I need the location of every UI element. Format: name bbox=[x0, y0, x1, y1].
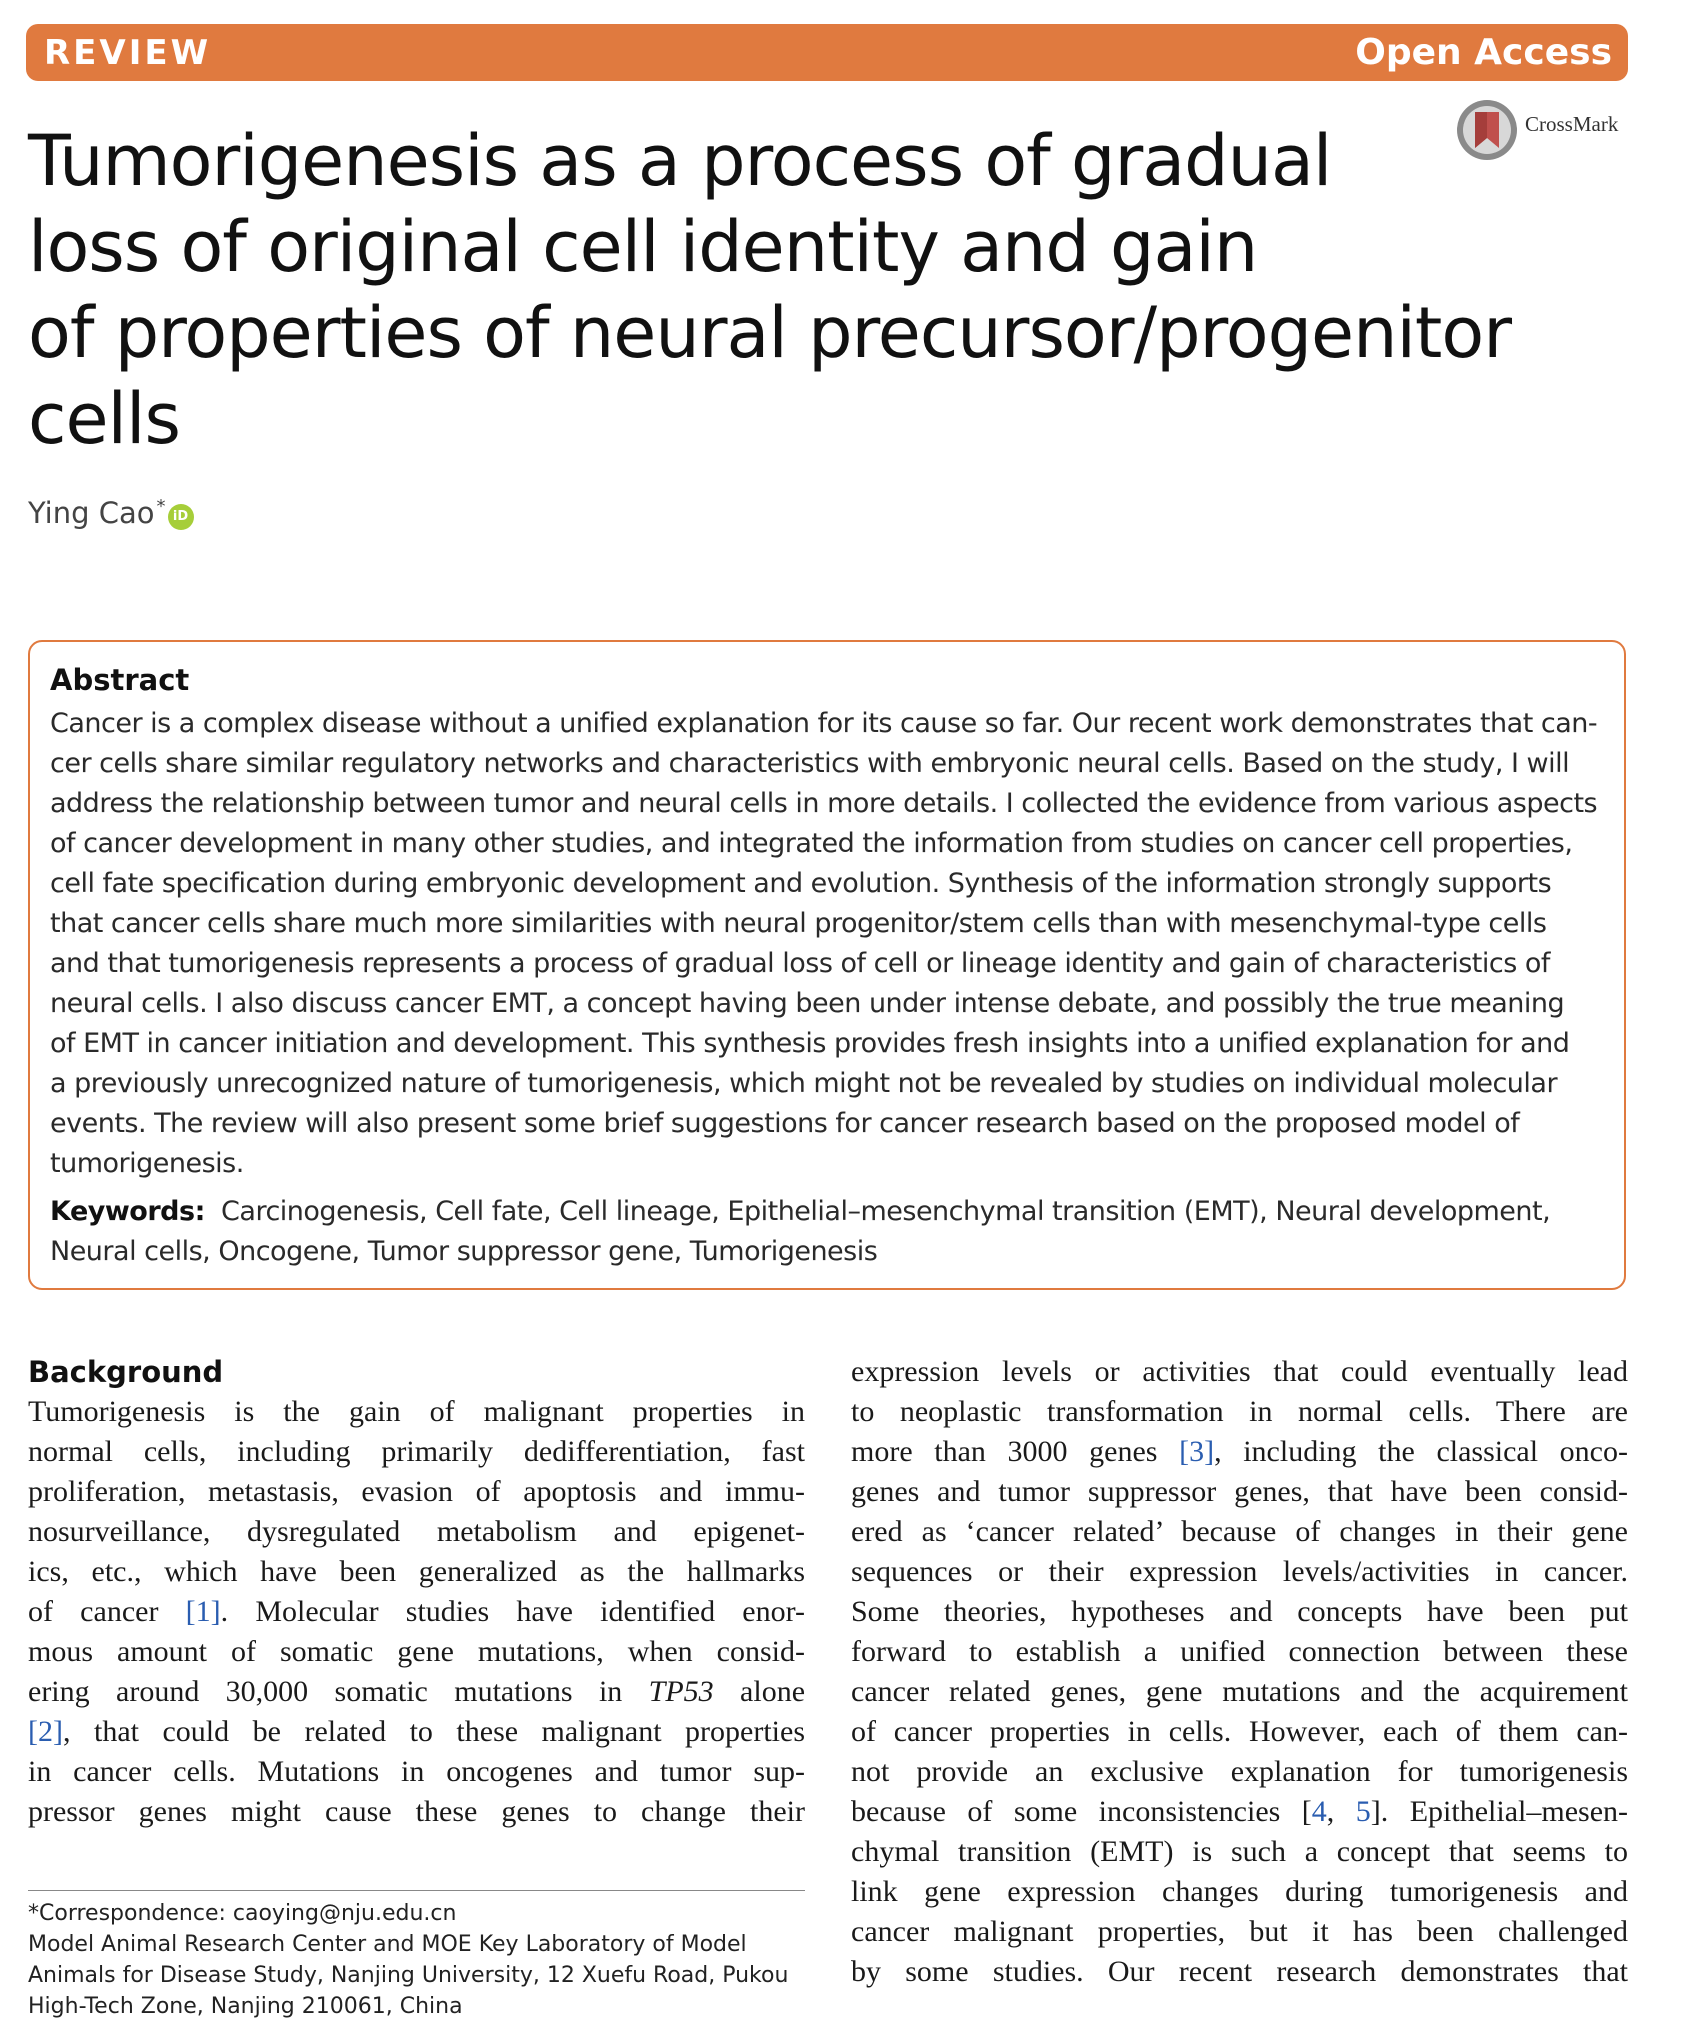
body-line: of cancer [1]. Molecular studies have identified enor- bbox=[28, 1595, 805, 1628]
citation-link[interactable]: 4 bbox=[1311, 1795, 1327, 1828]
body-line: link gene expression changes during tumorigenesis and bbox=[851, 1875, 1628, 1908]
body-line: by some studies. Our recent research demonstrates that bbox=[851, 1955, 1628, 1988]
body-right-column bbox=[851, 1352, 1628, 1992]
abstract-line: cell fate specification during embryonic development and evolution. Synthesis of the information strongly supports bbox=[50, 868, 1552, 899]
abstract-line: events. The review will also present some brief suggestions for cancer research based on the proposed model of bbox=[50, 1108, 1520, 1139]
citation-link[interactable]: [1] bbox=[185, 1595, 221, 1628]
body-line: expression levels or activities that could eventually lead bbox=[851, 1355, 1628, 1388]
body-line: cancer malignant properties, but it has been challenged bbox=[851, 1915, 1628, 1948]
keywords-list: Carcinogenesis, Cell fate, Cell lineage, Epithelial–mesenchymal transition (EMT), Neural development, bbox=[221, 1196, 1551, 1227]
body-line: genes and tumor suppressor genes, that have been consid- bbox=[851, 1475, 1628, 1508]
background-heading: Background bbox=[28, 1355, 224, 1389]
affiliation-line: Animals for Disease Study, Nanjing University, 12 Xuefu Road, Pukou bbox=[28, 1963, 789, 1988]
affiliation-line: Model Animal Research Center and MOE Key Laboratory of Model bbox=[28, 1932, 747, 1957]
correspondence-email[interactable]: *Correspondence: caoying@nju.edu.cn bbox=[28, 1901, 457, 1926]
gene-name: TP53 bbox=[648, 1675, 714, 1708]
body-left-column bbox=[28, 1352, 805, 1832]
body-line: normal cells, including primarily dedifferentiation, fast bbox=[28, 1435, 805, 1468]
abstract-heading: Abstract bbox=[50, 663, 190, 697]
affiliation-line: High-Tech Zone, Nanjing 210061, China bbox=[28, 1994, 463, 2019]
abstract-box bbox=[28, 640, 1626, 1290]
body-line: cancer related genes, gene mutations and the acquirement bbox=[851, 1675, 1628, 1708]
abstract-line: that cancer cells share much more similarities with neural progenitor/stem cells than with mesenchymal-type cells bbox=[50, 908, 1547, 939]
body-line: Some theories, hypotheses and concepts have been put bbox=[851, 1595, 1628, 1628]
body-line: forward to establish a unified connection between these bbox=[851, 1635, 1628, 1668]
footnote-divider bbox=[28, 1890, 805, 1891]
citation-link[interactable]: [2] bbox=[28, 1715, 63, 1748]
abstract-line: of EMT in cancer initiation and development. This synthesis provides fresh insights into a unified explanation for and bbox=[50, 1028, 1570, 1059]
keywords bbox=[50, 1192, 1604, 1272]
correspondence-footnote bbox=[28, 1898, 805, 2022]
keywords-line: Neural cells, Oncogene, Tumor suppressor gene, Tumorigenesis bbox=[50, 1236, 878, 1267]
body-line: more than 3000 genes [3], including the classical onco- bbox=[851, 1435, 1628, 1468]
body-line: nosurveillance, dysregulated metabolism and epigenet- bbox=[28, 1515, 805, 1548]
citation-link[interactable]: 5 bbox=[1355, 1795, 1371, 1828]
body-line: pressor genes might cause these genes to change their bbox=[28, 1795, 805, 1828]
author-name[interactable]: Ying Cao bbox=[28, 496, 155, 530]
title-line: loss of original cell identity and gain bbox=[28, 206, 1258, 288]
body-line: chymal transition (EMT) is such a concept that seems to bbox=[851, 1835, 1628, 1868]
crossmark-label: CrossMark bbox=[1525, 111, 1619, 136]
body-line: Tumorigenesis is the gain of malignant properties in bbox=[28, 1395, 805, 1428]
abstract-line: a previously unrecognized nature of tumorigenesis, which might not be revealed by studies on individual molecular bbox=[50, 1068, 1558, 1099]
abstract-line: tumorigenesis. bbox=[50, 1148, 244, 1179]
abstract-line: address the relationship between tumor and neural cells in more details. I collected the evidence from various aspects bbox=[50, 788, 1598, 819]
keywords-label: Keywords: bbox=[50, 1196, 205, 1227]
abstract-text bbox=[50, 704, 1604, 1184]
body-line: proliferation, metastasis, evasion of apoptosis and immu- bbox=[28, 1475, 805, 1508]
body-line: sequences or their expression levels/activities in cancer. bbox=[851, 1555, 1628, 1588]
keywords-line bbox=[50, 1192, 1604, 1232]
title-line: cells bbox=[28, 378, 180, 460]
body-line: in cancer cells. Mutations in oncogenes and tumor sup- bbox=[28, 1755, 805, 1788]
body-line: [2], that could be related to these malignant properties bbox=[28, 1715, 805, 1748]
open-access-label[interactable]: Open Access bbox=[1355, 32, 1612, 73]
abstract-line: and that tumorigenesis represents a process of gradual loss of cell or lineage identity and gain of characteristics of bbox=[50, 948, 1550, 979]
orcid-icon[interactable]: iD bbox=[168, 504, 194, 530]
abstract-line: cer cells share similar regulatory networks and characteristics with embryonic neural cells. Based on the study, I will bbox=[50, 748, 1570, 779]
title-line: Tumorigenesis as a process of gradual bbox=[28, 120, 1332, 202]
author-line bbox=[28, 496, 194, 530]
article-title bbox=[28, 118, 1511, 462]
article-type-label: REVIEW bbox=[44, 32, 212, 73]
body-line: mous amount of somatic gene mutations, when consid- bbox=[28, 1635, 805, 1668]
citation-link[interactable]: [3] bbox=[1179, 1435, 1215, 1468]
body-line: ered as ‘cancer related’ because of changes in their gene bbox=[851, 1515, 1628, 1548]
title-line: of properties of neural precursor/progenitor bbox=[28, 292, 1511, 374]
abstract-line: Cancer is a complex disease without a unified explanation for its cause so far. Our recent work demonstrates that can- bbox=[50, 708, 1598, 739]
abstract-line: of cancer development in many other studies, and integrated the information from studies on cancer cell properties, bbox=[50, 828, 1573, 859]
body-line: ics, etc., which have been generalized as the hallmarks bbox=[28, 1555, 805, 1588]
body-line: not provide an exclusive explanation for tumorigenesis bbox=[851, 1755, 1628, 1788]
body-line: because of some inconsistencies [4, 5]. Epithelial–mesen- bbox=[851, 1795, 1628, 1828]
body-line: ering around 30,000 somatic mutations in TP53 alone bbox=[28, 1675, 806, 1708]
corresponding-mark: * bbox=[156, 496, 166, 517]
abstract-line: neural cells. I also discuss cancer EMT, a concept having been under intense debate, and possibly the true meaning bbox=[50, 988, 1565, 1019]
body-line: of cancer properties in cells. However, each of them can- bbox=[851, 1715, 1628, 1748]
crossmark-icon bbox=[1455, 98, 1519, 162]
header-banner bbox=[26, 24, 1628, 81]
crossmark-badge[interactable] bbox=[1455, 98, 1618, 162]
body-line: to neoplastic transformation in normal cells. There are bbox=[851, 1395, 1628, 1428]
